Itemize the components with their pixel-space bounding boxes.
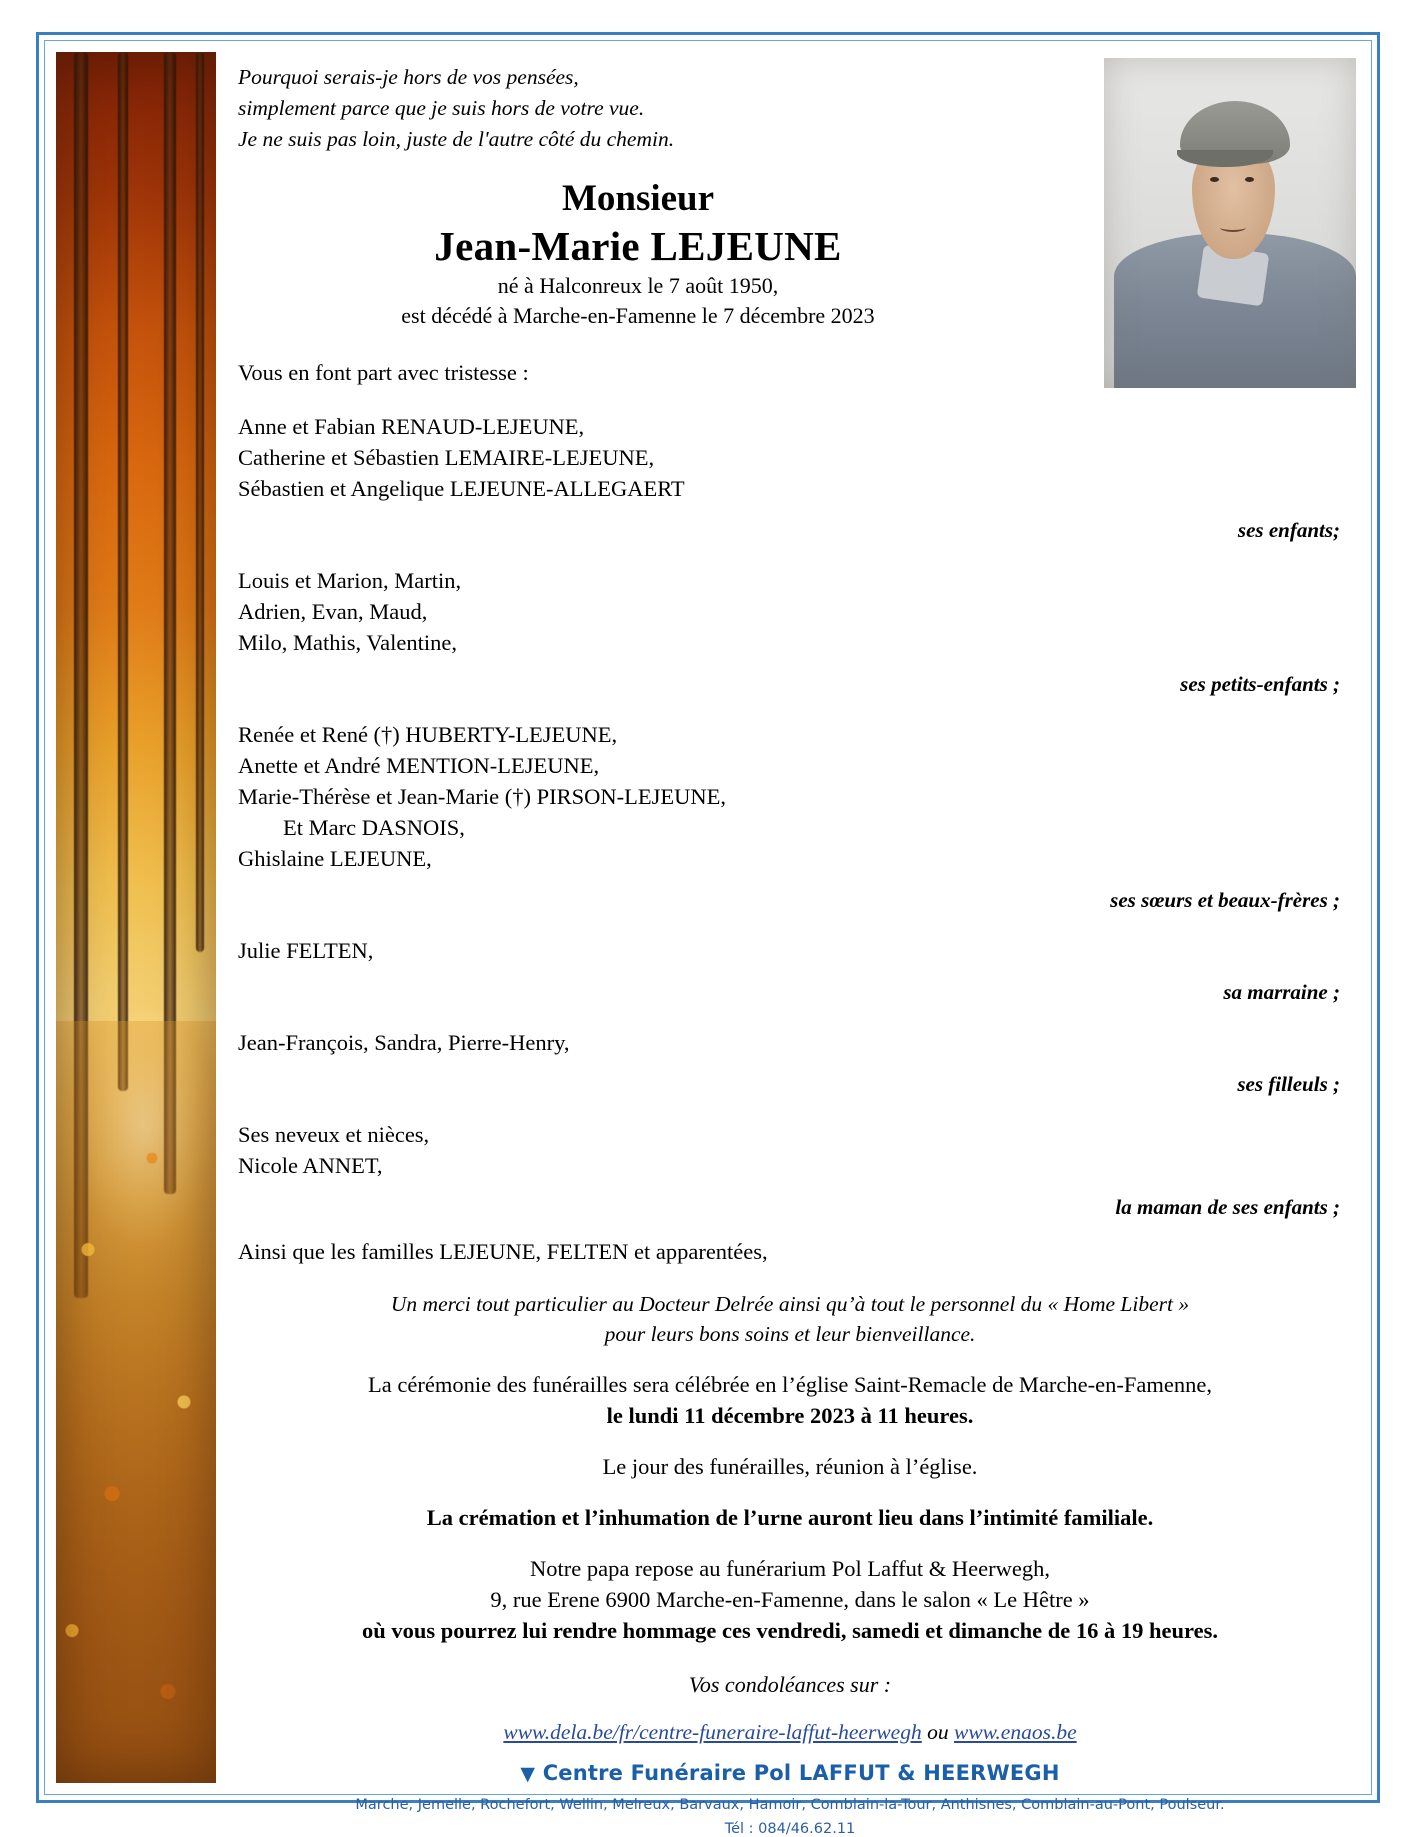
poem-line: Pourquoi serais-je hors de vos pensées, (238, 65, 579, 89)
condolences-links (238, 1720, 1342, 1745)
repose-hours: où vous pourrez lui rendre hommage ces vendredi, samedi et dimanche de 16 à 19 heures. (361, 1618, 1219, 1643)
deceased-name: Jean-Marie LEJEUNE (434, 223, 842, 269)
family-member-line: Anette et André MENTION-LEJEUNE, (238, 753, 600, 778)
family-group-siblings (238, 719, 1342, 874)
family-member-line: Sébastien et Angelique LEJEUNE-ALLEGAERT (238, 476, 685, 501)
poem-line: Je ne suis pas loin, juste de l'autre côté du chemin. (238, 127, 675, 151)
condolences-label: Vos condoléances sur : (688, 1672, 892, 1697)
phone-number: Tél : 084/46.62.11 (724, 1821, 856, 1837)
relationship-label: ses filleuls ; (1237, 1072, 1340, 1096)
family-member-line: Ses neveux et nièces, (238, 1122, 430, 1147)
thanks-line: pour leurs bons soins et leur bienveillance. (604, 1322, 976, 1346)
ceremony-line: La cérémonie des funérailles sera célébrée en l’église Saint-Remacle de Marche-en-Famenne, (368, 1372, 1212, 1397)
reunion-info: Le jour des funérailles, réunion à l’église. (602, 1454, 978, 1479)
family-group-children (238, 411, 1342, 504)
family-member-line: Milo, Mathis, Valentine, (238, 630, 457, 655)
relationship-label: ses petits-enfants ; (1180, 672, 1340, 696)
name-block (238, 177, 1038, 331)
repose-info (238, 1553, 1342, 1646)
condolences-link-primary[interactable]: www.dela.be/fr/centre-funeraire-laffut-heerwegh (503, 1720, 922, 1744)
family-group-godchildren (238, 1027, 1342, 1058)
condolences-link-secondary[interactable]: www.enaos.be (953, 1720, 1077, 1744)
family-member-line: Et Marc DASNOIS, (238, 815, 465, 840)
autumn-forest-photo (56, 52, 216, 1783)
relationship-label: ses enfants; (1237, 518, 1340, 542)
birth-info: né à Halconreux le 7 août 1950, (497, 273, 779, 298)
thanks-line: Un merci tout particulier au Docteur Delrée ainsi qu’à tout le personnel du « Home Libert » (390, 1292, 1190, 1316)
card-content (56, 52, 1360, 1837)
family-member-line: Louis et Marion, Martin, (238, 568, 462, 593)
relationship-label: la maman de ses enfants ; (1115, 1195, 1340, 1219)
family-member-line: Marie-Thérèse et Jean-Marie (†) PIRSON-LEJEUNE, (238, 784, 726, 809)
photo-vignette (56, 52, 216, 1783)
repose-line: Notre papa repose au funérarium Pol Laffut & Heerwegh, (529, 1556, 1051, 1581)
text-column (216, 52, 1360, 1837)
family-group-nephews (238, 1119, 1342, 1181)
funeral-home-label: Centre Funéraire Pol LAFFUT & HEERWEGH (542, 1761, 1060, 1785)
family-member-line: Jean-François, Sandra, Pierre-Henry, (238, 1030, 570, 1055)
cremation-info: La crémation et l’inhumation de l’urne auront lieu dans l’intimité familiale. (426, 1505, 1154, 1530)
family-group-grandchildren (238, 565, 1342, 658)
service-towns: Marche, Jemelle, Rochefort, Wellin, Melreux, Barvaux, Hamoir, Comblain-la-Tour, Anthisnes, Comblain-au-Pont, Poulseur. (355, 1797, 1225, 1813)
portrait-photo (1104, 58, 1356, 388)
related-families: Ainsi que les familles LEJEUNE, FELTEN et apparentées, (238, 1239, 768, 1264)
portrait-vignette (1104, 58, 1356, 388)
poem (238, 52, 878, 155)
ceremony-info (238, 1369, 1342, 1431)
family-member-line: Anne et Fabian RENAUD-LEJEUNE, (238, 414, 585, 439)
relationship-label: ses sœurs et beaux-frères ; (1110, 888, 1340, 912)
funeral-home-name (238, 1761, 1342, 1785)
family-member-line: Nicole ANNET, (238, 1153, 383, 1178)
poem-line: simplement parce que je suis hors de votre vue. (238, 96, 645, 120)
announcement-lead: Vous en font part avec tristesse : (238, 360, 529, 385)
repose-line: 9, rue Erene 6900 Marche-en-Famenne, dans le salon « Le Hêtre » (490, 1587, 1090, 1612)
family-member-line: Ghislaine LEJEUNE, (238, 846, 432, 871)
family-member-line: Julie FELTEN, (238, 938, 374, 963)
thanks-note (238, 1289, 1342, 1349)
family-member-line: Adrien, Evan, Maud, (238, 599, 428, 624)
family-member-line: Catherine et Sébastien LEMAIRE-LEJEUNE, (238, 445, 655, 470)
honorific: Monsieur (561, 178, 715, 219)
death-info: est décédé à Marche-en-Famenne le 7 décembre 2023 (401, 303, 875, 328)
relationship-label: sa marraine ; (1223, 980, 1340, 1004)
links-separator: ou (927, 1720, 949, 1744)
family-member-line: Renée et René (†) HUBERTY-LEJEUNE, (238, 722, 618, 747)
family-group-godmother (238, 935, 1342, 966)
ceremony-datetime: le lundi 11 décembre 2023 à 11 heures. (606, 1403, 974, 1428)
triangle-marker-icon: ▼ (520, 1763, 536, 1785)
